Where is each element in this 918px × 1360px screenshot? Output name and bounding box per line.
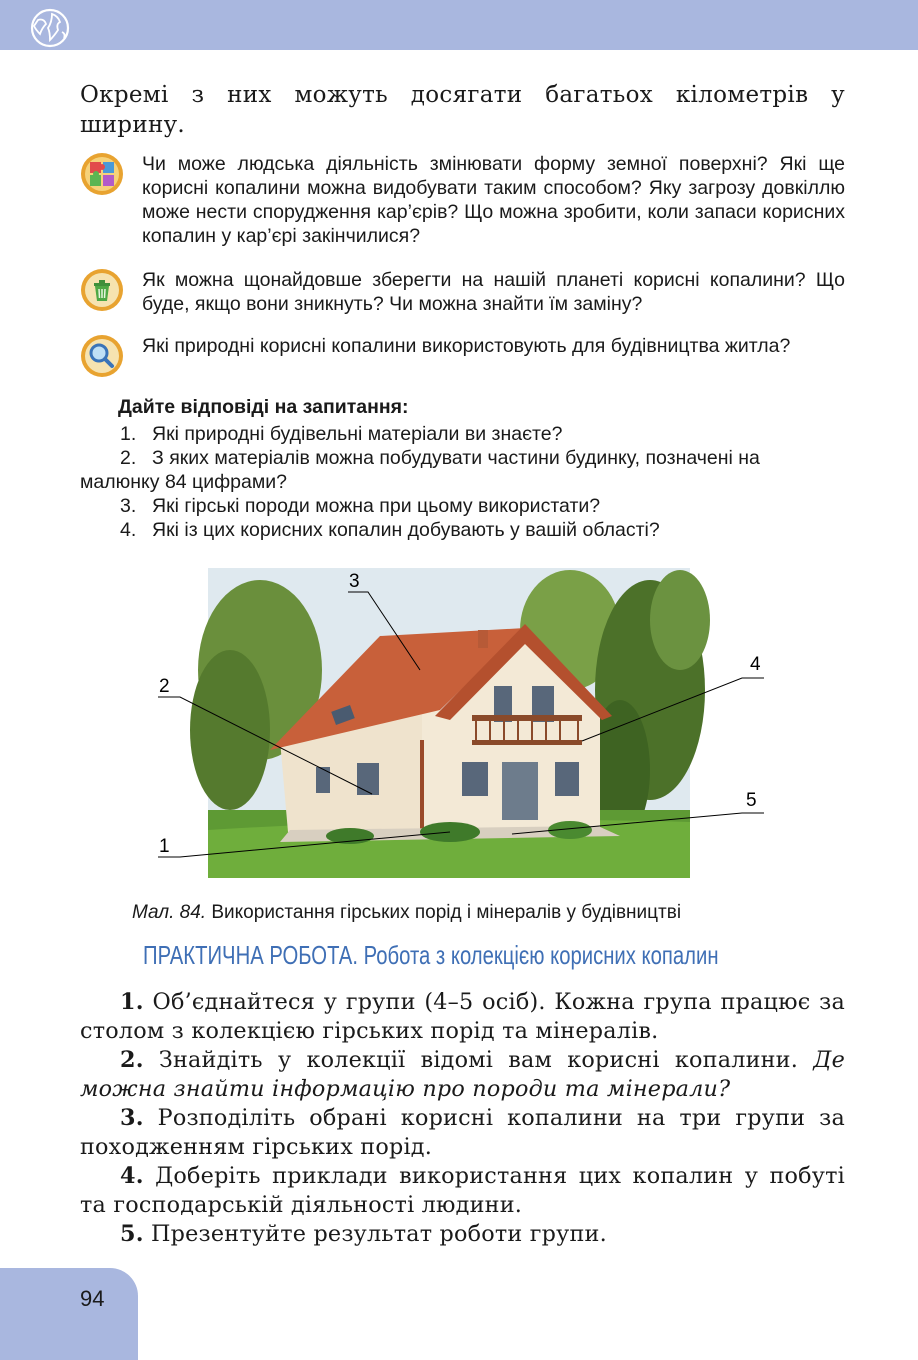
steps-list [80,988,845,1249]
search-paragraph [80,334,845,358]
globe-icon [28,6,72,50]
figure-label: 2 [159,676,170,697]
figure-label: 3 [349,571,360,592]
step-item: 3. Розподіліть обрані корисні копалини на три групи за походженням гірських порід. [80,1105,845,1160]
puzzle-text: Чи може людська діяльність змінювати форму земної поверхні? Які ще корисні копалини можна видобувати таким способом? Яку загрозу довкіллю може нести спорудження кар’єрів? Що можна зробити, коли запаси корисних копалин у кар’єрі закінчилися? [142,153,845,247]
step-item: 2. Знайдіть у колекції відомі вам корисні копалини. Де можна знайти інформацію про породи та мінерали? [80,1047,845,1102]
page-number-tab [0,1268,138,1360]
question-item-continuation: малюнку 84 цифрами? [80,471,287,493]
header-band [0,0,918,50]
question-item: 1. Які природні будівельні матеріали ви знаєте? [120,423,563,445]
intro-paragraph: Окремі з них можуть досягати багатьох кілометрів у ширину. [80,82,845,138]
figure-label: 1 [159,836,170,857]
house-figure [150,560,780,890]
page-number: 94 [80,1286,105,1311]
question-item: 4. Які із цих корисних копалин добувають у вашій області? [120,519,660,541]
figure-caption: Мал. 84. Використання гірських порід і мінералів у будівництві [132,902,682,923]
figure-label: 4 [750,654,761,675]
questions-list [80,422,845,542]
questions-heading: Дайте відповіді на запитання: [118,396,409,418]
step-item: 4. Доберіть приклади використання цих копалин у побуті та господарській діяльності людини. [80,1163,845,1218]
balcony-rail [472,715,582,721]
eco-paragraph [80,268,845,316]
figure-label: 5 [746,790,757,811]
practical-title: ПРАКТИЧНА РОБОТА. Робота з колекцією корисних копалин [143,940,719,970]
question-item: 2. З яких матеріалів можна побудувати частини будинку, позначені на [120,447,760,469]
step-item: 5. Презентуйте результат роботи групи. [120,1221,607,1247]
search-text: Які природні корисні копалини використовують для будівництва житла? [142,335,791,357]
step-item: 1. Об’єднайтеся у групи (4–5 осіб). Кожна група працює за столом з колекцією гірських порід та мінералів. [80,989,846,1044]
puzzle-paragraph [80,152,845,248]
question-item: 3. Які гірські породи можна при цьому використати? [120,495,601,517]
eco-text: Як можна щонайдовше зберегти на нашій планеті корисні копалини? Що буде, якщо вони зникнуть? Чи можна знайти їм заміну? [142,269,845,315]
